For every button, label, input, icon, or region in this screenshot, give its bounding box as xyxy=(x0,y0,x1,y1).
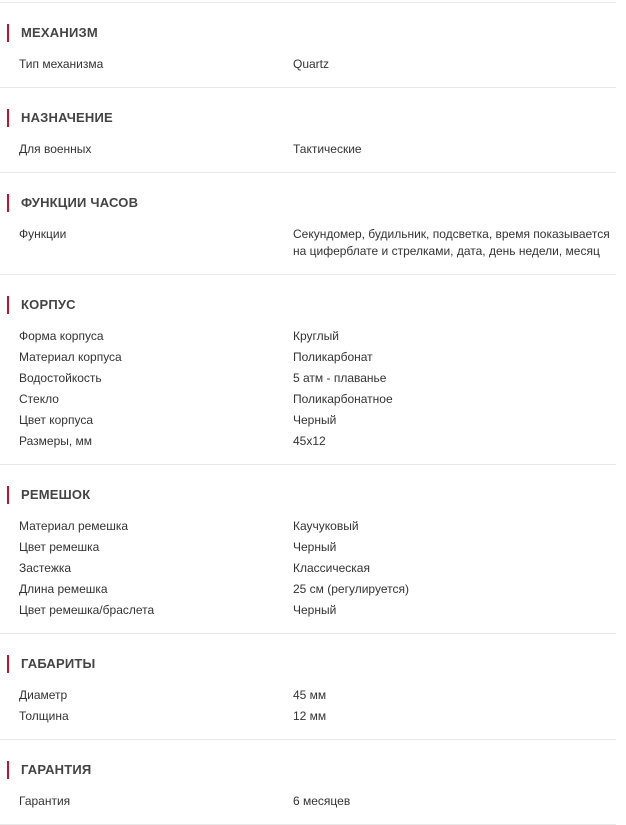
spec-label: Гарантия xyxy=(19,794,71,808)
spec-row xyxy=(0,431,616,452)
spec-row xyxy=(0,54,616,75)
section-header xyxy=(0,195,616,211)
spec-section xyxy=(0,275,616,465)
spec-value: 12 мм xyxy=(293,709,327,723)
section-title: РЕМЕШОК xyxy=(21,487,91,502)
section-title: НАЗНАЧЕНИЕ xyxy=(21,110,113,125)
spec-row xyxy=(0,706,616,727)
spec-row xyxy=(0,558,616,579)
spec-section xyxy=(0,3,616,88)
spec-label: Материал корпуса xyxy=(19,350,122,364)
spec-row xyxy=(0,389,616,410)
spec-label: Тип механизма xyxy=(19,57,104,71)
section-accent-bar xyxy=(7,761,9,779)
spec-label: Форма корпуса xyxy=(19,329,104,343)
section-accent-bar xyxy=(7,296,9,314)
spec-section xyxy=(0,88,616,173)
spec-value: Круглый xyxy=(293,329,339,343)
spec-label: Размеры, мм xyxy=(19,434,93,448)
spec-row xyxy=(0,516,616,537)
spec-row xyxy=(0,791,616,812)
section-accent-bar xyxy=(7,109,9,127)
spec-section xyxy=(0,173,616,275)
spec-label: Толщина xyxy=(19,709,69,723)
spec-label: Цвет ремешка xyxy=(19,540,100,554)
spec-label: Стекло xyxy=(19,392,59,406)
section-header xyxy=(0,25,616,41)
spec-value: Поликарбонат xyxy=(293,350,373,364)
spec-row xyxy=(0,347,616,368)
spec-value: Черный xyxy=(293,413,337,427)
spec-label: Функции xyxy=(19,227,67,241)
section-accent-bar xyxy=(7,24,9,42)
spec-label: Диаметр xyxy=(19,688,68,702)
section-header xyxy=(0,656,616,672)
section-accent-bar xyxy=(7,194,9,212)
section-accent-bar xyxy=(7,655,9,673)
section-title: МЕХАНИЗМ xyxy=(21,25,98,40)
spec-label: Цвет корпуса xyxy=(19,413,93,427)
spec-label: Для военных xyxy=(19,142,92,156)
spec-value: Классическая xyxy=(293,561,370,575)
spec-value: Черный xyxy=(293,603,337,617)
spec-value: 5 атм - плаванье xyxy=(293,371,387,385)
section-header xyxy=(0,297,616,313)
spec-value: Секундомер, будильник, подсветка, время показывается на циферблате и стрелками, дата, день недели, месяц xyxy=(293,227,610,258)
spec-label: Застежка xyxy=(19,561,72,575)
spec-row xyxy=(0,326,616,347)
spec-section xyxy=(0,634,616,740)
spec-row xyxy=(0,139,616,160)
spec-section xyxy=(0,740,616,825)
spec-row xyxy=(0,224,616,262)
spec-label: Водостойкость xyxy=(19,371,102,385)
spec-row xyxy=(0,368,616,389)
spec-list xyxy=(0,3,616,825)
section-header xyxy=(0,110,616,126)
spec-row xyxy=(0,685,616,706)
spec-section xyxy=(0,465,616,634)
spec-row xyxy=(0,579,616,600)
spec-row xyxy=(0,410,616,431)
spec-value: 45 мм xyxy=(293,688,327,702)
section-accent-bar xyxy=(7,486,9,504)
spec-label: Материал ремешка xyxy=(19,519,129,533)
section-title: ГАБАРИТЫ xyxy=(21,656,96,671)
section-title: ФУНКЦИИ ЧАСОВ xyxy=(21,195,139,210)
spec-value: Каучуковый xyxy=(293,519,359,533)
spec-value: 25 см (регулируется) xyxy=(293,582,409,596)
section-title: КОРПУС xyxy=(21,297,76,312)
spec-row xyxy=(0,537,616,558)
section-header xyxy=(0,487,616,503)
spec-value: Черный xyxy=(293,540,337,554)
spec-value: Тактические xyxy=(293,142,362,156)
spec-row xyxy=(0,600,616,621)
spec-value: 45x12 xyxy=(293,434,326,448)
spec-value: 6 месяцев xyxy=(293,794,351,808)
section-header xyxy=(0,762,616,778)
section-title: ГАРАНТИЯ xyxy=(21,762,92,777)
spec-value: Поликарбонатное xyxy=(293,392,393,406)
spec-label: Цвет ремешка/браслета xyxy=(19,603,155,617)
spec-value: Quartz xyxy=(293,57,330,71)
spec-label: Длина ремешка xyxy=(19,582,108,596)
